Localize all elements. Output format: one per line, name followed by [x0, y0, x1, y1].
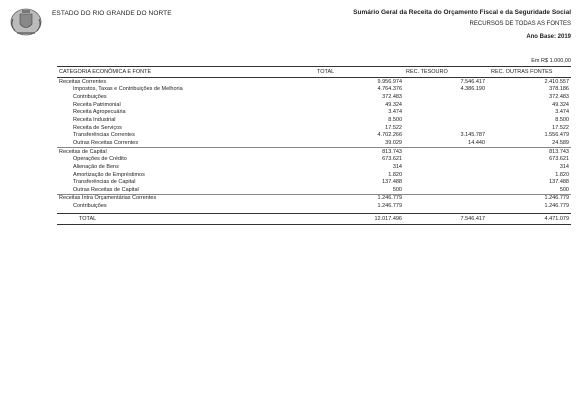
row-tesouro: 14.440: [468, 139, 485, 146]
row-label: Receitas Intra Orçamentárias Correntes: [59, 195, 157, 202]
column-header-outras: REC. OUTRAS FONTES: [491, 69, 553, 75]
row-label: Outras Receitas de Capital: [73, 186, 139, 193]
total-outras: 4.471.079: [544, 215, 569, 222]
row-total: 813.743: [382, 148, 402, 155]
row-outras: 378.186: [549, 86, 569, 93]
table-row: [57, 131, 571, 139]
table-row: [57, 86, 571, 94]
row-outras: 1.820: [555, 171, 569, 178]
row-total: 372.483: [382, 94, 402, 101]
table-row: [57, 147, 571, 156]
row-total: 1.820: [388, 171, 402, 178]
table-row: [57, 202, 571, 210]
row-label: Receitas Correntes: [59, 78, 107, 85]
report-subtitle: RECURSOS DE TODAS AS FONTES: [469, 21, 571, 27]
row-outras: 673.621: [549, 156, 569, 163]
row-total: 314: [392, 163, 402, 170]
table-row: [57, 101, 571, 109]
row-total: 17.522: [385, 124, 402, 131]
unit-note: Em R$ 1.000,00: [531, 58, 571, 64]
row-outras: 24.589: [552, 139, 569, 146]
table-row: [57, 155, 571, 163]
revenue-table: [57, 66, 571, 225]
table-row: [57, 171, 571, 179]
column-header-total: TOTAL: [317, 69, 335, 75]
state-name: ESTADO DO RIO GRANDE DO NORTE: [52, 10, 172, 17]
table-row: [57, 116, 571, 124]
table-row: [57, 194, 571, 203]
report-title: Sumário Geral da Receita do Orçamento Fiscal e da Seguridade Social: [353, 9, 571, 16]
row-label: Outras Receitas Correntes: [73, 139, 139, 146]
row-tesouro: 7.546.417: [460, 78, 485, 85]
row-outras: 314: [559, 163, 569, 170]
row-outras: 137.488: [549, 179, 569, 186]
row-outras: 813.743: [549, 148, 569, 155]
table-body: [57, 78, 571, 210]
row-label: Transferências Correntes: [73, 132, 135, 139]
row-total: 9.956.974: [377, 78, 402, 85]
row-label: Transferências de Capital: [73, 179, 136, 186]
row-total: 1.246.779: [377, 195, 402, 202]
row-total: 500: [392, 186, 402, 193]
coat-of-arms-icon: [9, 7, 43, 37]
row-label: Receita de Serviços: [73, 124, 122, 131]
row-total: 49.324: [385, 101, 402, 108]
row-total: 137.488: [382, 179, 402, 186]
row-outras: 1.246.779: [544, 203, 569, 210]
table-row: [57, 178, 571, 186]
row-tesouro: 4.386.190: [460, 86, 485, 93]
row-label: Alienação de Bens: [73, 163, 119, 170]
row-outras: 500: [559, 186, 569, 193]
table-row: [57, 139, 571, 147]
table-row: [57, 186, 571, 194]
table-row: [57, 109, 571, 117]
table-row: [57, 78, 571, 86]
row-label: Receita Industrial: [73, 117, 116, 124]
column-header-tesouro: REC. TESOURO: [406, 69, 448, 75]
row-label: Operações de Crédito: [73, 156, 127, 163]
row-total: 4.764.376: [377, 86, 402, 93]
table-row: [57, 163, 571, 171]
row-total: 3.474: [388, 109, 402, 116]
table-row: [57, 124, 571, 132]
row-outras: 17.522: [552, 124, 569, 131]
row-total: 4.702.266: [377, 132, 402, 139]
row-label: Receitas de Capital: [59, 148, 107, 155]
table-row: [57, 93, 571, 101]
row-label: Impostos, Taxas e Contribuições de Melhoria: [73, 86, 183, 93]
row-outras: 1.246.779: [544, 195, 569, 202]
total-value: 12.017.496: [374, 215, 402, 222]
row-label: Amortização de Empréstimos: [73, 171, 145, 178]
row-outras: 8.500: [555, 117, 569, 124]
row-total: 673.621: [382, 156, 402, 163]
row-label: Contribuições: [73, 203, 107, 210]
table-header: [57, 66, 571, 78]
row-tesouro: 3.145.787: [460, 132, 485, 139]
base-year: Ano Base: 2019: [526, 34, 571, 40]
total-tesouro: 7.546.417: [460, 215, 485, 222]
row-outras: 2.410.557: [544, 78, 569, 85]
row-label: Contribuições: [73, 94, 107, 101]
total-row: [57, 213, 571, 225]
total-label: TOTAL: [79, 215, 97, 222]
row-outras: 3.474: [555, 109, 569, 116]
row-outras: 49.324: [552, 101, 569, 108]
row-total: 39.029: [385, 139, 402, 146]
row-outras: 1.556.479: [544, 132, 569, 139]
row-label: Receita Patrimonial: [73, 101, 121, 108]
row-total: 1.246.779: [377, 203, 402, 210]
row-outras: 372.483: [549, 94, 569, 101]
row-label: Receita Agropecuária: [73, 109, 126, 116]
column-header-category: CATEGORIA ECONÔMICA E FONTE: [59, 69, 152, 75]
row-total: 8.500: [388, 117, 402, 124]
